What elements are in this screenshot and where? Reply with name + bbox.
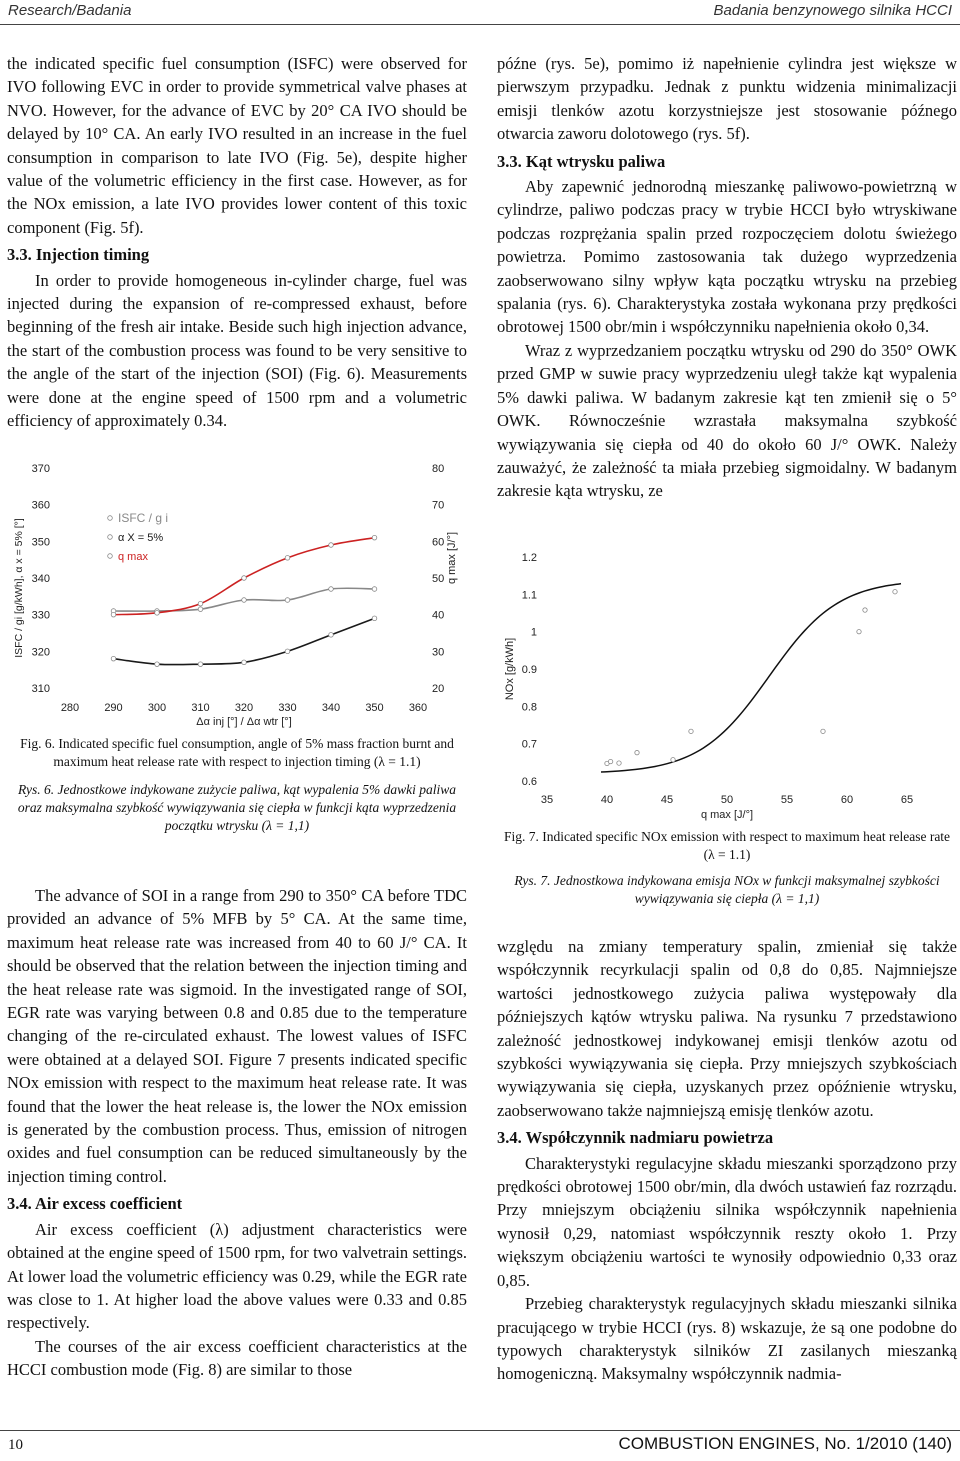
data-point bbox=[285, 598, 290, 603]
x-tick-label: 310 bbox=[191, 702, 210, 714]
x-axis-label: Δα inj [°] / Δα wtr [°] bbox=[196, 716, 292, 728]
x-tick-label: 40 bbox=[600, 794, 614, 806]
data-point bbox=[155, 611, 160, 616]
section-heading: 3.3. Kąt wtrysku paliwa bbox=[497, 151, 666, 171]
data-point bbox=[198, 601, 203, 606]
paragraph: względu na zmiany temperatury spalin, zmieniał się także współczynnik recyrkulacji spalin od 0,8 do 0,85. Najmniejsze wartości jednostkowego zużycia paliwa występowały dla późniejszych kątów wtrysku paliwa. Na rysunku 7 przedstawiono zależność jednostkowej indykowanej emisji tlenków azotu od szybkości wywiązywania się ciepła. Przy mniejszych szybkościach wywiązywania się ciepła, uzyskanych przez opóźnienie wtrysku, zaobserwowano także najmniejszą emisję tlenków azotu. bbox=[497, 937, 957, 1120]
y-tick-label: 0.6 bbox=[521, 776, 537, 788]
x-tick-label: 50 bbox=[720, 794, 734, 806]
data-point bbox=[635, 750, 639, 754]
y-right-tick-label: 40 bbox=[432, 609, 445, 622]
data-point bbox=[329, 543, 334, 548]
paragraph: Wraz z wyprzedzaniem początku wtrysku od 290 do 350° OWK przed GMP w suwie pracy wyprzedzeniu uległ także kąt wypalenia 5% dawki paliwa. W badanym zakresie kąt ten zmienił się o 5° OWK. Równocześnie wzrastała maksymalna szybkość wywiązywania się ciepła od 40 do około 60 J/° OWK. Należy zauważyć, że zależność ta miała przebieg sigmoidalny. W badanym zakresie kąta wtrysku, ze bbox=[497, 340, 957, 501]
journal-footer: COMBUSTION ENGINES, No. 1/2010 (140) bbox=[618, 1434, 952, 1453]
figure-6-chart bbox=[10, 450, 465, 732]
left-column-bottom bbox=[7, 884, 467, 1382]
x-tick-label: 60 bbox=[840, 794, 854, 806]
section-heading: 3.3. Injection timing bbox=[7, 245, 150, 265]
left-column-top bbox=[7, 52, 467, 433]
legend-label: α X = 5% bbox=[118, 532, 164, 544]
data-point bbox=[111, 612, 116, 617]
y-left-tick-label: 340 bbox=[31, 573, 50, 585]
header-rule bbox=[0, 24, 960, 25]
y-left-axis-label: ISFC / gi [g/kWh], α x = 5% [°] bbox=[13, 518, 25, 658]
y-tick-label: 0.9 bbox=[521, 664, 537, 676]
running-head-right: Badania benzynowego silnika HCCI bbox=[713, 2, 952, 19]
y-tick-label: 1.1 bbox=[521, 589, 537, 602]
paragraph: The advance of SOI in a range from 290 to 350° CA before TDC provided an advance of 5% MFB by 5° CA. At the same time, maximum heat release rate was increased from 40 to 60 J/° CA. It should be observed that the relation between the injection timing and the heat release rate was sigmoid. In the investigated range of SOI, EGR rate was varying between 0.8 and 0.85 due to the temperature changing of the re-circulated exhaust. The lowest values of ISFC were obtained at a delayed SOI. Figure 7 presents indicated specific NOx emission with respect to the maximum heat release rate. It was found that the lower the heat release is, the lower the NOx emission is generated by the combustion process. Thus, emission of nitrogen oxides and fuel consumption can be reduced simultaneously by the injection timing control. bbox=[7, 886, 467, 1186]
data-point bbox=[329, 633, 334, 638]
data-point bbox=[372, 587, 377, 592]
x-tick-label: 330 bbox=[278, 702, 297, 714]
right-column-bottom bbox=[497, 935, 957, 1386]
data-point bbox=[242, 660, 247, 665]
y-tick-label: 0.7 bbox=[521, 738, 537, 751]
x-tick-label: 360 bbox=[408, 702, 428, 714]
paragraph: Przebieg charakterystyk regulacyjnych składu mieszanki silnika pracującego w trybie HCCI (rys. 8) wskazuje, że są one podobne do typowych charakterystyk silników ZI zasilanych mieszanką homogeniczną. Maksymalny współczynnik nadmia- bbox=[497, 1294, 957, 1384]
paragraph: In order to provide homogeneous in-cylinder charge, fuel was injected during the expansion of re-compressed exhaust, before beginning of the fresh air intake. Beside such high injection advance, the start of the combustion process was found to be very sensitive to the angle of the start of the injection (SOI) (Fig. 6). Measurements were done at the engine speed of 1500 rpm and a volumetric efficiency of approximately 0.34. bbox=[7, 270, 467, 431]
data-point bbox=[242, 598, 247, 603]
data-point bbox=[285, 556, 290, 561]
paragraph: późne (rys. 5e), pomimo iż napełnienie cylindra jest większe w pierwszym przypadku. Jednak z punktu widzenia minimalizacji emisji tlenków azotu korzystniejsze jest stosowanie późnego otwarcia zaworu dolotowego (rys. 5f). bbox=[497, 54, 957, 144]
data-point bbox=[198, 607, 203, 612]
section-heading: 3.4. Air excess coefficient bbox=[7, 1194, 183, 1214]
y-right-tick-label: 50 bbox=[432, 573, 445, 585]
x-tick-label: 300 bbox=[147, 702, 167, 714]
legend-label: ISFC / g i bbox=[118, 511, 169, 525]
figure-caption-polish: Rys. 7. Jednostkowa indykowana emisja NOx w funkcji maksymalnej szybkości wywiązywania się ciepła (λ = 1,1) bbox=[514, 873, 940, 906]
figure-7-chart bbox=[497, 545, 937, 823]
figure-caption: Fig. 6. Indicated specific fuel consumption, angle of 5% mass fraction burnt and maximum heat release rate with respect to injection timing (λ = 1.1) bbox=[20, 736, 454, 769]
paragraph: Charakterystyki regulacyjne składu mieszanki sporządzono przy prędkości obrotowej 1500 obr/min, dla dwóch ustawień faz rozrządu. Przy mniejszym obciążeniu silnika współczynnik napełnienia wynosił 0,29, natomiast współczynnik reszty około 1. Przy większym obciążeniu wartości te wynosiły odpowiednio 0,33 oraz 0,85. bbox=[497, 1153, 957, 1290]
y-right-tick-label: 20 bbox=[432, 683, 445, 695]
y-right-tick-label: 60 bbox=[432, 536, 445, 549]
figure-caption: Fig. 7. Indicated specific NOx emission with respect to maximum heat release rate (λ = 1.1) bbox=[503, 829, 951, 862]
y-right-tick-label: 30 bbox=[432, 646, 445, 659]
paragraph: The courses of the air excess coefficient characteristics at the HCCI combustion mode (Fig. 8) are similar to those bbox=[7, 1336, 467, 1380]
x-tick-label: 320 bbox=[234, 702, 254, 714]
data-point bbox=[329, 587, 334, 592]
y-tick-label: 0.8 bbox=[521, 701, 537, 714]
x-axis-label: q max [J/°] bbox=[700, 809, 754, 821]
y-right-axis-label: q max [J/°] bbox=[446, 531, 458, 585]
paragraph: the indicated specific fuel consumption (ISFC) were observed for IVO following EVC in order to provide symmetrical valve phases at NVO. However, for the advance of EVC by 20° CA IVO should be delayed by 10° CA. An early IVO resulted in an increase in the fuel consumption in comparison to late IVO (Fig. 5e), despite higher value of the volumetric efficiency in the first case. However, as for the NOx emission, a late IVO provides lower content of this toxic component (Fig. 5f). bbox=[7, 54, 467, 237]
x-tick-label: 55 bbox=[780, 794, 794, 806]
data-point bbox=[689, 729, 693, 733]
data-point bbox=[821, 729, 825, 733]
x-tick-label: 280 bbox=[60, 702, 80, 714]
data-point bbox=[863, 608, 867, 612]
data-point bbox=[198, 662, 203, 667]
right-column-top bbox=[497, 52, 957, 503]
x-tick-label: 35 bbox=[540, 794, 554, 806]
y-left-tick-label: 320 bbox=[31, 646, 50, 659]
y-left-tick-label: 330 bbox=[31, 609, 50, 622]
data-point bbox=[608, 759, 612, 763]
y-left-tick-label: 370 bbox=[31, 463, 50, 475]
data-point bbox=[372, 535, 377, 540]
legend-marker bbox=[108, 535, 113, 540]
data-point bbox=[671, 758, 675, 762]
fig7-captions bbox=[497, 828, 957, 908]
y-tick-label: 1.2 bbox=[521, 552, 537, 564]
series-line bbox=[114, 618, 375, 664]
y-left-tick-label: 350 bbox=[31, 536, 50, 549]
y-left-tick-label: 310 bbox=[31, 683, 50, 695]
trend-curve bbox=[601, 584, 901, 772]
y-right-tick-label: 80 bbox=[432, 463, 445, 475]
data-point bbox=[285, 649, 290, 654]
data-point bbox=[857, 629, 861, 633]
data-point bbox=[617, 761, 621, 765]
section-heading: 3.4. Współczynnik nadmiaru powietrza bbox=[497, 1128, 774, 1148]
data-point bbox=[155, 662, 160, 667]
data-point bbox=[242, 576, 247, 581]
x-tick-label: 340 bbox=[321, 702, 341, 714]
legend-marker bbox=[108, 554, 113, 559]
data-point bbox=[893, 590, 897, 594]
x-tick-label: 65 bbox=[900, 794, 914, 806]
data-point bbox=[111, 656, 116, 661]
figure-caption-polish: Rys. 6. Jednostkowe indykowane zużycie paliwa, kąt wypalenia 5% dawki paliwa oraz maksymalna szybkość wywiązywania się ciepła w funkcji kąta wyprzedzenia początku wtrysku (λ = 1,1) bbox=[17, 782, 457, 833]
fig6-captions bbox=[7, 735, 467, 835]
legend-marker bbox=[108, 516, 113, 521]
paragraph: Aby zapewnić jednorodną mieszankę paliwowo-powietrzną w cylindrze, paliwo podczas pracy w trybie HCCI było wtryskiwane podczas rozprężania spalin przed rozpoczęciem dolotu świeżego powietrza. Pomimo zastosowania tak dużego wyprzedzenia zaobserwowano silny wpływ kąta początku wtrysku na przebieg spalania (rys. 6). Charakterystyka została wykonana przy prędkości obrotowej 1500 obr/min i współczynniku napełnienia około 0,34. bbox=[497, 177, 957, 337]
y-left-tick-label: 360 bbox=[31, 499, 50, 512]
x-tick-label: 290 bbox=[104, 702, 123, 714]
y-right-tick-label: 70 bbox=[432, 499, 445, 512]
page-number: 10 bbox=[8, 1437, 23, 1453]
x-tick-label: 350 bbox=[365, 702, 384, 714]
running-head-left: Research/Badania bbox=[8, 2, 132, 19]
legend-label: q max bbox=[118, 551, 148, 563]
y-axis-label: NOx [g/kWh] bbox=[504, 637, 516, 701]
y-tick-label: 1 bbox=[530, 626, 537, 639]
footer-rule bbox=[0, 1430, 960, 1431]
paragraph: Air excess coefficient (λ) adjustment characteristics were obtained at the engine speed of 1500 rpm, for two valvetrain settings. At lower load the volumetric efficiency was 0.29, while the EGR rate was close to 1. At higher load the above values were 0.33 and 0.85 respectively. bbox=[7, 1219, 467, 1333]
data-point bbox=[372, 616, 377, 621]
x-tick-label: 45 bbox=[660, 794, 674, 806]
